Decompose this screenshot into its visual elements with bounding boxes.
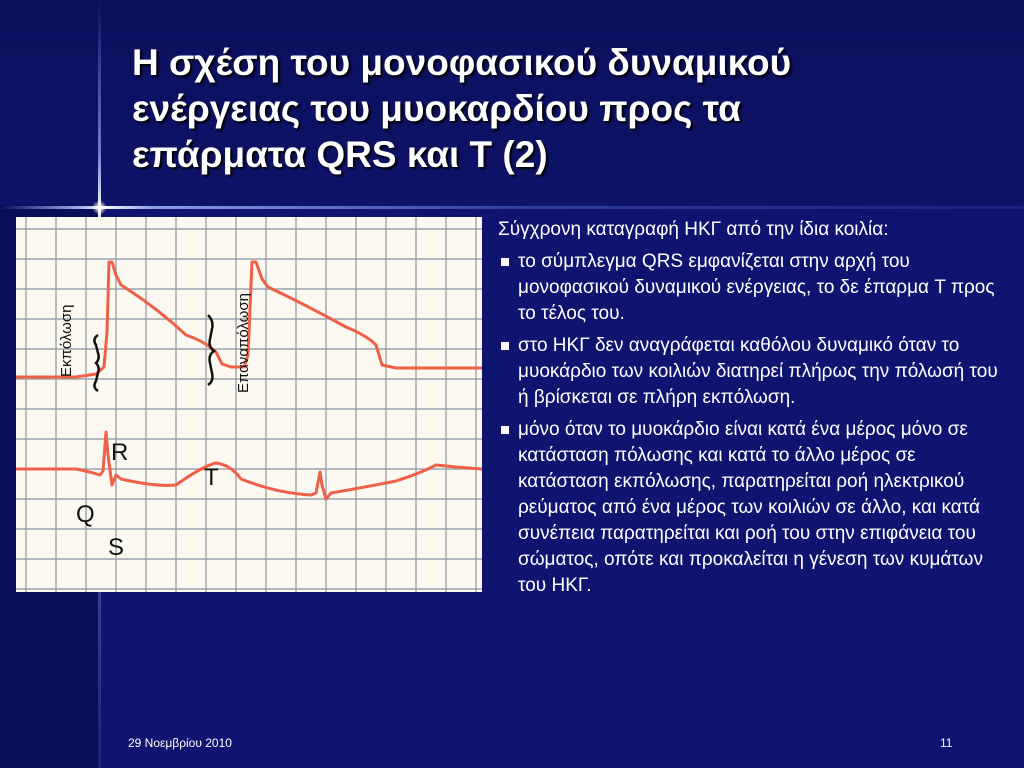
bullet-text-3: μόνο όταν το μυοκάρδιο είναι κατά ένα μέρος μόνο σε κατάσταση πόλωσης και κατά το άλλο μέρος σε κατάσταση εκπόλωσης, παρατηρείται ροή ηλεκτρικού ρεύματος από ένα μέρος των κοιλιών σε άλλο, και κατά συνέπεια παρατηρείται και ροή του στην επιφάνεια του σώματος, οπότε και προκαλείται η γένεση των κυμάτων του ΗΚΓ.: [518, 419, 983, 596]
bullet-item-2: [498, 333, 998, 411]
body-intro: Σύγχρονη καταγραφή ΗΚΓ από την ίδια κοιλία:: [498, 219, 889, 240]
wave-label-r: R: [111, 439, 129, 466]
wave-label-q: Q: [76, 501, 95, 528]
bullet-item-1: [498, 249, 998, 327]
decorative-sparkle: [92, 200, 107, 215]
square-bullet-icon: [501, 426, 509, 434]
depolarization-label: Εκπόλωση: [58, 304, 75, 377]
title-line-2: ενέργειας του μυοκαρδίου προς τα: [132, 88, 741, 129]
square-bullet-icon: [501, 342, 509, 350]
square-bullet-icon: [501, 258, 509, 266]
ecg-figure-svg: [16, 217, 482, 592]
slide-title: [132, 40, 992, 178]
wave-label-s: S: [108, 534, 125, 561]
page-number: 11: [940, 736, 953, 750]
wave-label-t: T: [204, 464, 219, 491]
title-line-1: Η σχέση του μονοφασικού δυναμικού: [132, 42, 792, 83]
bullet-text-1: το σύμπλεγμα QRS εμφανίζεται στην αρχή του μονοφασικού δυναμικού ενέργειας, το δε έπαρμα T προς το τέλος του.: [518, 251, 995, 324]
bullet-text-2: στο ΗΚΓ δεν αναγράφεται καθόλου δυναμικό όταν το μυοκάρδιο των κοιλιών διατηρεί πλήρως την πόλωσή του ή βρίσκεται σε πλήρη εκπόλωση.: [518, 335, 998, 408]
bullet-item-3: [498, 417, 998, 599]
depolarization-bracket-icon: [94, 335, 98, 391]
decorative-horizontal-line: [0, 206, 1024, 209]
ecg-figure: [16, 217, 482, 592]
repolarization-label: Επαναπόλωση: [235, 293, 252, 393]
title-line-3: επάρματα QRS και T (2): [132, 134, 548, 175]
footer-date: 29 Νοεμβρίου 2010: [128, 736, 232, 750]
slide-body: [498, 217, 998, 605]
bullet-list: [498, 249, 998, 599]
repolarization-bracket-icon: [208, 315, 214, 385]
ecg-grid: [16, 217, 482, 592]
